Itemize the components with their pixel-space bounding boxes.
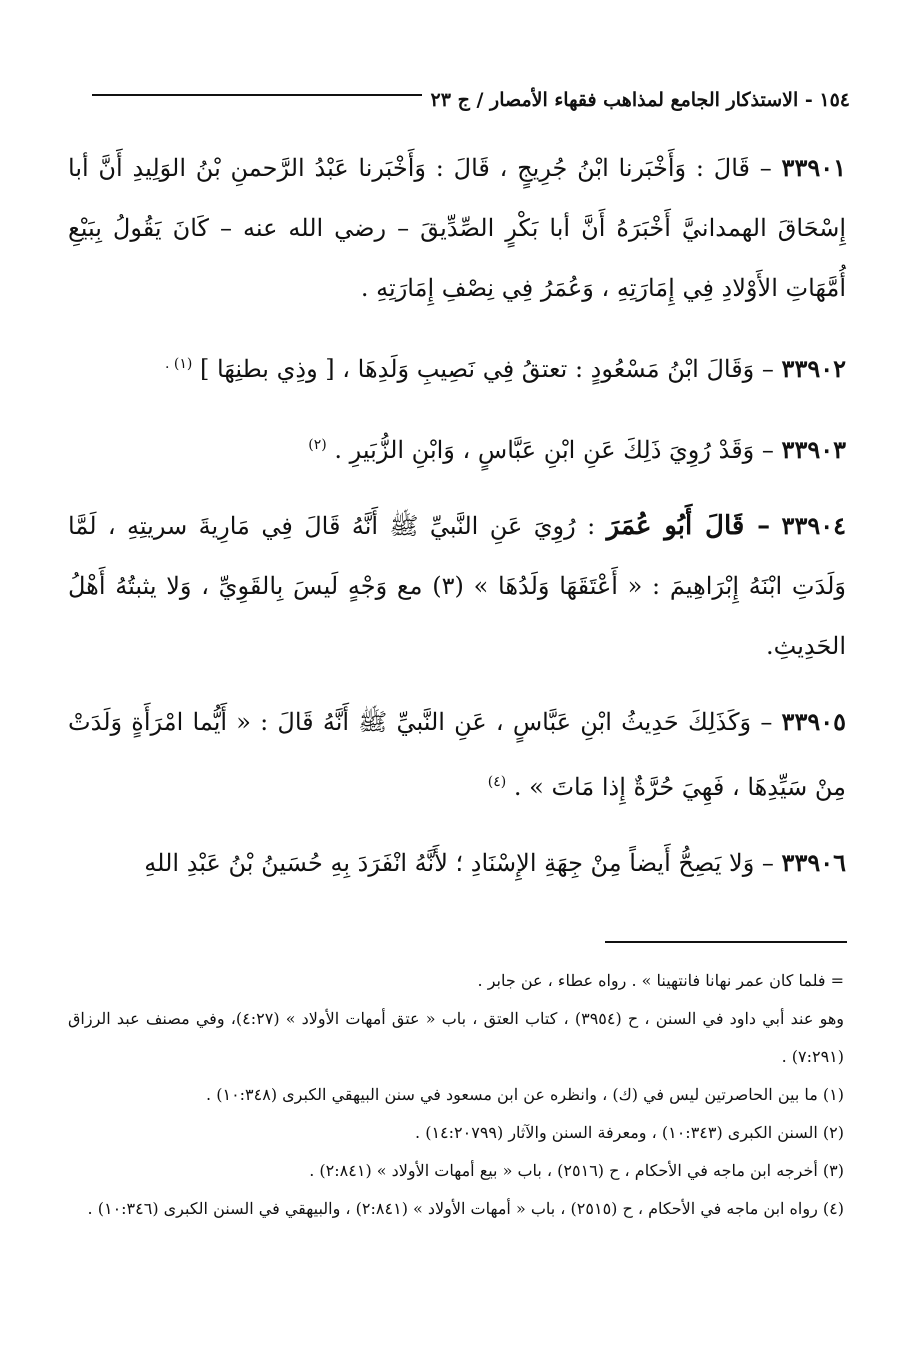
footnote-continuation: = فلما كان عمر نهانا فانتهينا » . رواه عطاء ، عن جابر . xyxy=(477,971,844,990)
paragraph-33904 xyxy=(68,496,846,676)
speaker-name: – قَالَ أَبُو عُمَرَ xyxy=(606,511,771,541)
paragraph-text: – وَكَذَلِكَ حَدِيثُ ابْنِ عَبَّاسٍ ، عَنِ النَّبيِّ ﷺ أَنَّهُ قَالَ : « أَيُّما امْرَأَةٍ وَلَدَتْ مِنْ سَيِّدِهَا ، فَهِيَ حُرَّةٌ إِذا مَاتَ » . xyxy=(68,708,846,801)
main-text xyxy=(68,138,846,909)
footnote-ref: (١) . xyxy=(164,356,193,372)
paragraph-number: ٣٣٩٠١ xyxy=(781,153,846,182)
paragraph-number: ٣٣٩٠٥ xyxy=(781,707,846,736)
paragraph-number: ٣٣٩٠٢ xyxy=(781,354,846,383)
paragraph-text: – وَقَدْ رُوِيَ ذَلِكَ عَنِ ابْنِ عَبَّاسٍ ، وَابْنِ الزُّبَيرِ . xyxy=(334,436,774,464)
footnote-3: (٣) أخرجه ابن ماجه في الأحكام ، ح (٢٥١٦) ، باب « بيع أمهات الأولاد » (٢:٨٤١) . xyxy=(309,1161,844,1180)
footnote-ref: (٤) xyxy=(487,774,507,790)
header-title: ١٥٤ - الاستذكار الجامع لمذاهب فقهاء الأمصار / ج ٢٣ xyxy=(430,89,850,111)
paragraph-33906 xyxy=(68,833,846,893)
paragraph-33903 xyxy=(68,415,846,480)
paragraph-number: ٣٣٩٠٦ xyxy=(781,848,846,877)
footnote-continuation: وهو عند أبي داود في السنن ، ح (٣٩٥٤) ، كتاب العتق ، باب « عتق أمهات الأولاد » (٤:٢٧)، وفي مصنف عبد الرزاق (٧:٢٩١) . xyxy=(68,1009,844,1066)
header-rule xyxy=(92,94,422,96)
paragraph-text: – وَقَالَ ابْنُ مَسْعُودٍ : تعتقُ فِي نَصِيبِ وَلَدِهَا ، [ وذِي بطنِهَا ] xyxy=(200,355,774,383)
paragraph-text: : رُوِيَ عَنِ النَّبيِّ ﷺ أَنَّهُ قَالَ فِي مَارِيةَ سريتِهِ ، لَمَّا وَلَدَتِ ابْنَهُ إِبْرَاهِيمَ : « أَعْتَقَهَا وَلَدُهَا » (٣) مع وَجْهٍ لَيسَ بِالقَوِيِّ ، وَلا يثبتُهُ أَهْلُ الحَدِيثِ. xyxy=(68,512,846,660)
footnote-ref: (٢) xyxy=(308,437,327,453)
footnote-rule xyxy=(605,941,847,943)
running-header xyxy=(85,82,850,118)
paragraph-number: ٣٣٩٠٤ xyxy=(781,511,846,540)
footnotes xyxy=(68,962,844,1228)
footnote-2: (٢) السنن الكبرى (١٠:٣٤٣) ، ومعرفة السنن والآثار (١٤:٢٠٧٩٩) . xyxy=(415,1123,844,1142)
footnote-4: (٤) رواه ابن ماجه في الأحكام ، ح (٢٥١٥) ، باب « أمهات الأولاد » (٢:٨٤١) ، والبيهقي في السنن الكبرى (١٠:٣٤٦) . xyxy=(87,1199,844,1218)
paragraph-33905 xyxy=(68,692,846,817)
paragraph-33902 xyxy=(68,334,846,399)
footnote-1: (١) ما بين الحاصرتين ليس في (ك) ، وانظره عن ابن مسعود في سنن البيهقي الكبرى (١٠:٣٤٨) . xyxy=(206,1085,844,1104)
paragraph-33901 xyxy=(68,138,846,318)
paragraph-number: ٣٣٩٠٣ xyxy=(781,435,846,464)
paragraph-text: – قَالَ : وَأَخْبَرنا ابْنُ جُرِيجٍ ، قَالَ : وَأَخْبَرنا عَبْدُ الرَّحمنِ بْنُ الوَلِيدِ أَنَّ أبا إِسْحَاقَ الهمدانيَّ أَخْبَرَهُ أَنَّ أبا بَكْرٍ الصِّدِّيقَ – رضي الله عنه – كَانَ يَقُولُ بِبَيْعِ أُمَّهَاتِ الأَوْلادِ فِي إِمَارَتِهِ ، وَعُمَرُ فِي نِصْفِ إِمَارَتِهِ . xyxy=(68,154,846,302)
paragraph-text: – وَلا يَصِحُّ أَيضاً مِنْ جِهَةِ الإِسْنَادِ ؛ لأَنَّهُ انْفَرَدَ بِهِ حُسَينُ بْنُ عَبْدِ اللهِ xyxy=(144,849,774,877)
